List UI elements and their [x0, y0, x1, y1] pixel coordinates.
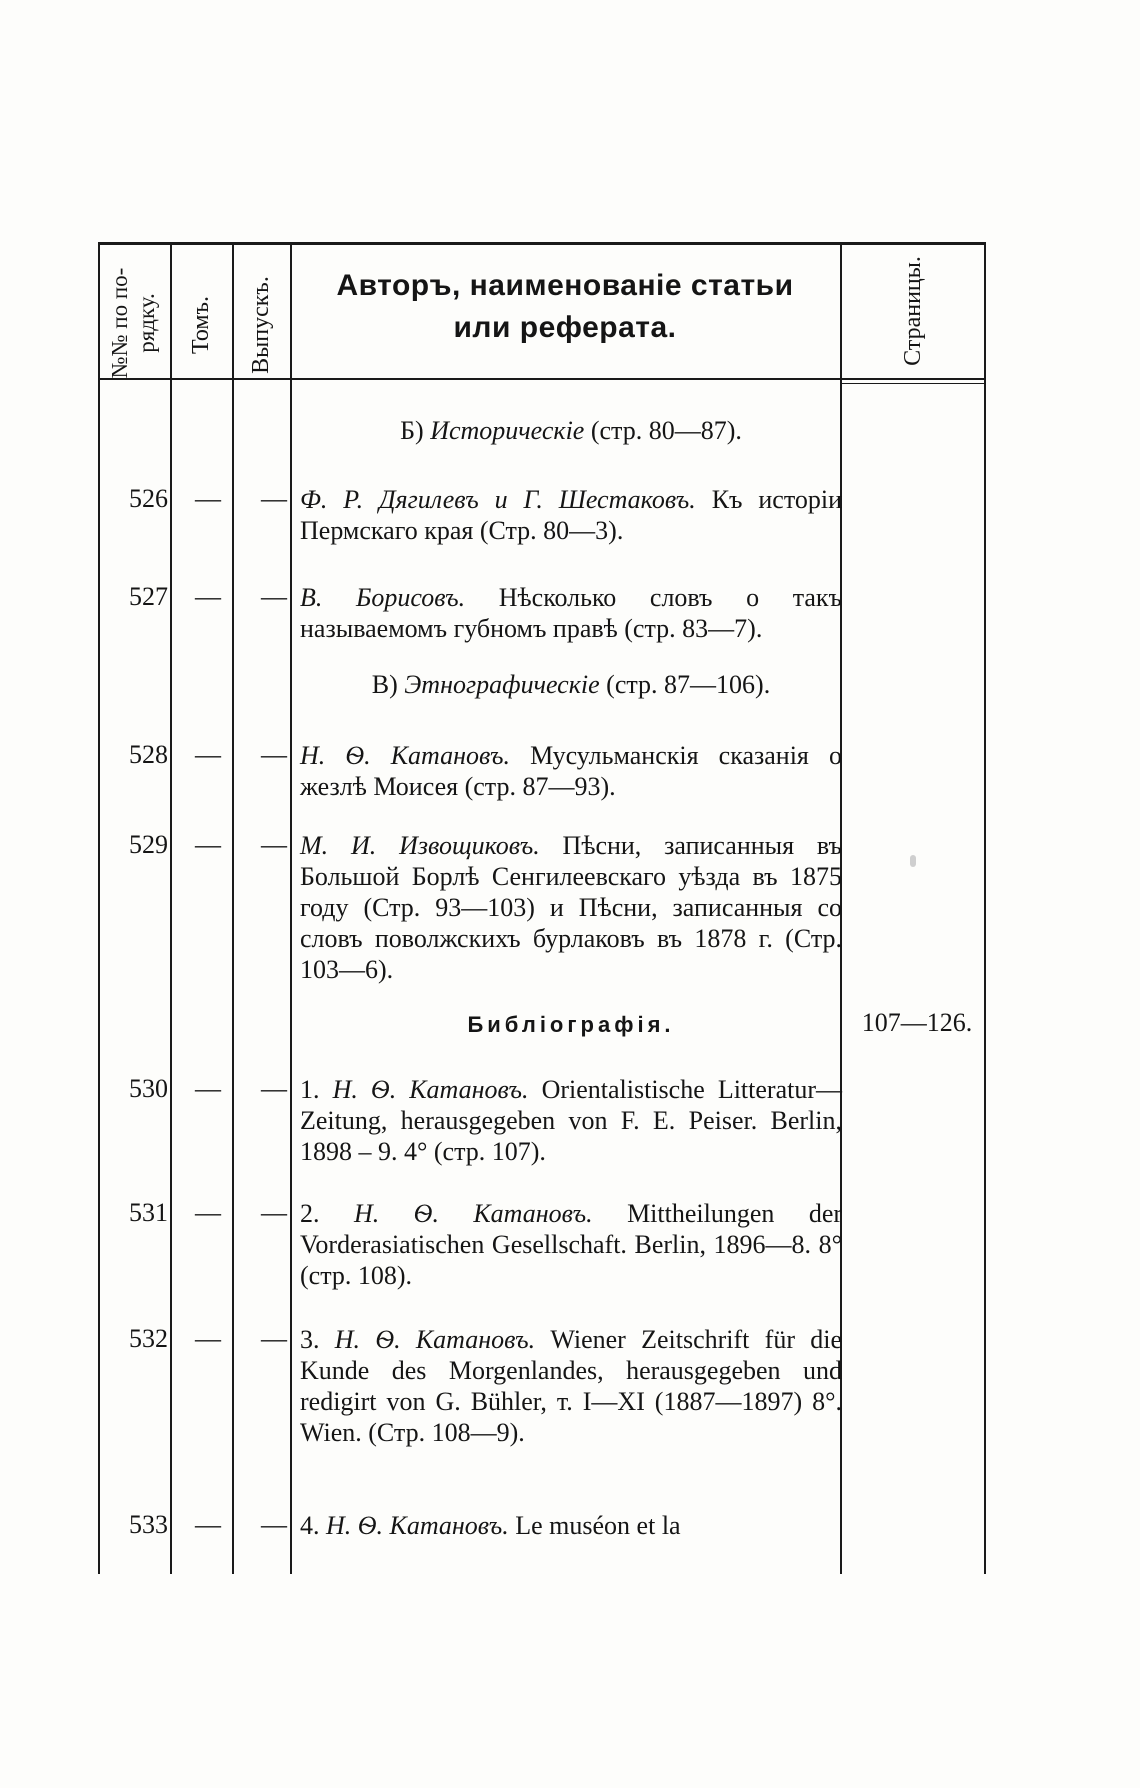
section-ethnographic	[300, 670, 842, 700]
entry-title: Пѣсни, записанныя въ Большой Борлѣ Сенгилеевскаго уѣзда въ 1875 году (Стр. 93—103) и Пѣсни, записанныя со словъ поволжскихъ бурлаковъ въ 1878 г. (Стр. 103—6).	[300, 831, 842, 984]
entry-text	[300, 1324, 842, 1448]
entry-lead: 1.	[300, 1075, 320, 1104]
row-number: 533	[129, 1510, 168, 1539]
col-divider-1	[170, 244, 172, 1574]
row-number: 528	[129, 740, 168, 769]
entry-text	[300, 582, 842, 644]
entry-title: Къ исторіи Пермскаго края (Стр. 80—3).	[300, 485, 842, 545]
entry-author: Н. Ѳ. Катановъ.	[300, 741, 510, 770]
tom-dash: —	[195, 830, 221, 859]
row-number: 527	[129, 582, 168, 611]
tom-dash: —	[195, 582, 221, 611]
header-number-text: №№ по по- рядку.	[107, 267, 159, 379]
tom-dash: —	[195, 1324, 221, 1353]
row-number: 531	[129, 1198, 168, 1227]
entry-author: Н. Ѳ. Катановъ.	[332, 1075, 529, 1104]
entry-author: Ф. Р. Дягилевъ и Г. Шестаковъ.	[300, 485, 696, 514]
entry-title: Мусульманскія сказанія о жезлѣ Моисея (стр. 87—93).	[300, 741, 843, 801]
bibliography-pages: 107—126.	[861, 1008, 973, 1037]
section-prefix: В)	[371, 670, 398, 699]
right-border	[984, 244, 986, 1574]
paper-blemish	[910, 855, 916, 867]
vypusk-dash: —	[261, 1510, 287, 1539]
entry-lead: 4.	[300, 1511, 320, 1540]
entry-title: Wiener Zeitschrift für die Kunde des Morgenlandes, herausgegeben und redigirt von G. Bühler, т. I—XI (1887—1897) 8°. Wien. (Стр. 108—9).	[300, 1325, 843, 1447]
row-number: 529	[129, 830, 168, 859]
row-number: 532	[129, 1324, 168, 1353]
col-divider-2	[232, 244, 234, 1574]
header-tom	[187, 264, 215, 386]
entry-lead: 2.	[300, 1199, 320, 1228]
section-pages: (стр. 87—106).	[606, 670, 771, 699]
entry-text	[300, 1510, 842, 1541]
entry-title: Нѣсколько словъ о такъ называемомъ губномъ правѣ (стр. 83—7).	[300, 583, 842, 643]
entry-author: М. И. Извощиковъ.	[300, 831, 540, 860]
row-number: 526	[129, 484, 168, 513]
header-title-line2: или реферата.	[453, 311, 677, 344]
vypusk-dash: —	[261, 830, 287, 859]
entry-title: Le muséon et la	[515, 1511, 681, 1540]
tom-dash: —	[195, 484, 221, 513]
entry-author: Н. Ѳ. Катановъ.	[334, 1325, 536, 1354]
vypusk-dash: —	[261, 740, 287, 769]
entry-lead: 3.	[300, 1325, 320, 1354]
entry-text	[300, 1198, 842, 1291]
entry-author: Н. Ѳ. Катановъ.	[326, 1511, 509, 1540]
left-border	[98, 244, 100, 1574]
col-divider-3	[290, 244, 292, 1574]
entry-text	[300, 830, 842, 985]
header-number	[106, 260, 162, 386]
vypusk-dash: —	[261, 1074, 287, 1103]
entry-title: Orientalistische Litteratur—Zeitung, herausgegeben von F. E. Peiser. Berlin, 1898 – 9. 4° (стр. 107).	[300, 1075, 842, 1166]
tom-dash: —	[195, 1198, 221, 1227]
section-prefix: Б)	[400, 416, 424, 445]
row-number: 530	[129, 1074, 168, 1103]
entry-author: Н. Ѳ. Катановъ.	[353, 1199, 593, 1228]
header-pages-text: Страницы.	[900, 256, 926, 366]
vypusk-dash: —	[261, 1198, 287, 1227]
section-pages: (стр. 80—87).	[590, 416, 742, 445]
entry-author: В. Борисовъ.	[300, 583, 466, 612]
vypusk-dash: —	[261, 484, 287, 513]
header-title	[290, 265, 840, 349]
tom-dash: —	[195, 740, 221, 769]
vypusk-dash: —	[261, 1324, 287, 1353]
section-bibliography: Библіографія.	[467, 1012, 675, 1037]
header-tom-text: Томъ.	[188, 296, 214, 354]
header-vypusk-text: Выпускъ.	[248, 276, 274, 374]
header-bottom-rule-2	[840, 383, 986, 384]
vypusk-dash: —	[261, 582, 287, 611]
header-vypusk	[247, 262, 275, 388]
tom-dash: —	[195, 1074, 221, 1103]
entry-text	[300, 1074, 842, 1167]
tom-dash: —	[195, 1510, 221, 1539]
header-pages	[899, 246, 927, 376]
entry-text	[300, 740, 842, 802]
section-historical	[300, 416, 842, 446]
section-title: Этнографическіе	[404, 670, 600, 699]
entry-text	[300, 484, 842, 546]
section-title: Историческіе	[430, 416, 585, 445]
header-title-line1: Авторъ, наименованіе статьи	[336, 269, 794, 302]
entry-title: Mittheilungen der Vorderasiatischen Gesellschaft. Berlin, 1896—8. 8° (стр. 108).	[300, 1199, 843, 1290]
